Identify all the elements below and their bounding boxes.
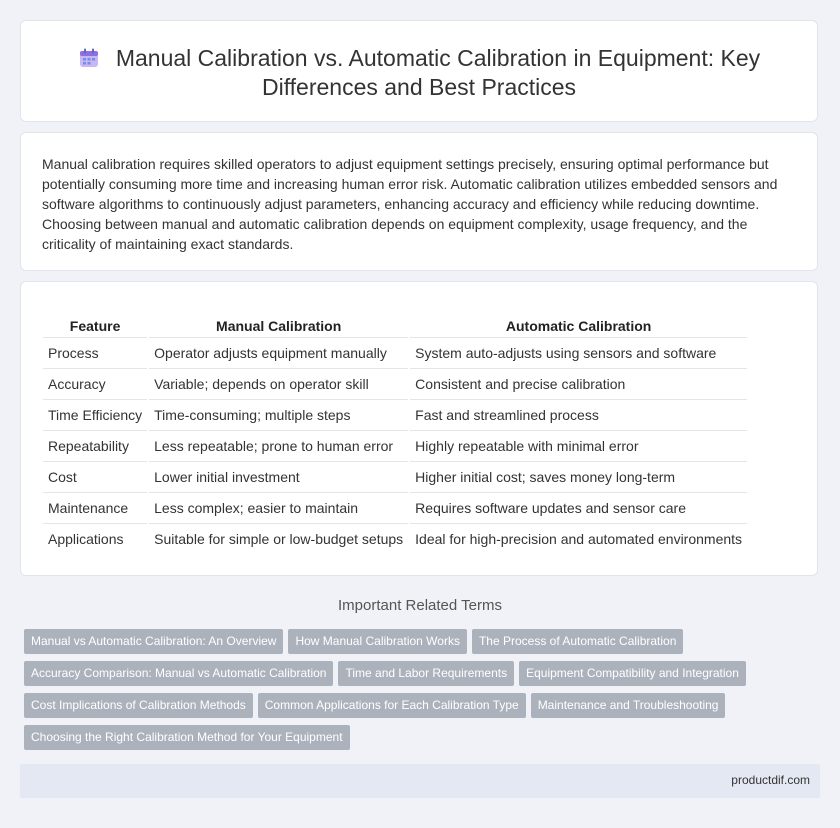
- related-term-tag[interactable]: Accuracy Comparison: Manual vs Automatic Calibration: [24, 661, 333, 686]
- cell-manual: Suitable for simple or low-budget setups: [154, 531, 404, 547]
- calendar-icon: [78, 47, 100, 69]
- cell-manual: Operator adjusts equipment manually: [149, 338, 408, 369]
- cell-feature: Maintenance: [43, 493, 147, 524]
- related-term-tag[interactable]: Cost Implications of Calibration Methods: [24, 693, 253, 718]
- intro-card: [20, 132, 818, 271]
- related-terms-list: [24, 629, 804, 757]
- cell-manual: Less repeatable; prone to human error: [149, 431, 408, 462]
- intro-text: Manual calibration requires skilled operators to adjust equipment settings precisely, ensuring optimal performance but potentially consuming more time and increasing human error risk. Automatic calibration utilizes embedded sensors and software algorithms to continuously adjust parameters, enhancing accuracy and efficiency while reducing downtime. Choosing between manual and automatic calibration depends on equipment complexity, usage frequency, and the criticality of maintaining exact standards.: [42, 156, 778, 252]
- cell-automatic: Requires software updates and sensor care: [410, 493, 747, 524]
- comparison-card: [20, 281, 818, 576]
- cell-manual: Time-consuming; multiple steps: [149, 400, 408, 431]
- page-title-text: Manual Calibration vs. Automatic Calibration in Equipment: Key Differences and Best Practices: [115, 45, 761, 100]
- header-card: [20, 20, 818, 122]
- related-term-tag[interactable]: Manual vs Automatic Calibration: An Overview: [24, 629, 283, 654]
- cell-automatic: Fast and streamlined process: [410, 400, 747, 431]
- header-feature: Feature: [43, 312, 147, 338]
- related-term-tag[interactable]: How Manual Calibration Works: [288, 629, 467, 654]
- cell-manual: Lower initial investment: [149, 462, 408, 493]
- cell-manual: Variable; depends on operator skill: [149, 369, 408, 400]
- cell-feature: Process: [43, 338, 147, 369]
- related-term-tag[interactable]: Time and Labor Requirements: [338, 661, 514, 686]
- table-row: [43, 369, 747, 400]
- related-term-tag[interactable]: Choosing the Right Calibration Method for Your Equipment: [24, 725, 350, 750]
- table-row: [43, 338, 747, 369]
- header-manual: Manual Calibration: [149, 312, 408, 338]
- table-row: [43, 462, 747, 493]
- related-terms-title: Important Related Terms: [338, 597, 502, 614]
- cell-automatic: Higher initial cost; saves money long-term: [410, 462, 747, 493]
- footer-site[interactable]: productdif.com: [731, 773, 810, 787]
- cell-automatic: Highly repeatable with minimal error: [410, 431, 747, 462]
- table-row: [43, 431, 747, 462]
- cell-feature: Applications: [48, 531, 124, 547]
- related-term-tag[interactable]: Common Applications for Each Calibration Type: [258, 693, 526, 718]
- title-wrap: [21, 44, 817, 102]
- table-row: [43, 493, 747, 524]
- cell-automatic: Ideal for high-precision and automated environments: [415, 531, 743, 547]
- comparison-table: [43, 312, 747, 554]
- related-term-tag[interactable]: Equipment Compatibility and Integration: [519, 661, 746, 686]
- cell-feature: Cost: [43, 462, 147, 493]
- table-header-row: [43, 312, 747, 338]
- cell-automatic: Consistent and precise calibration: [410, 369, 747, 400]
- header-automatic: Automatic Calibration: [410, 312, 747, 338]
- cell-feature: Repeatability: [43, 431, 147, 462]
- related-term-tag[interactable]: The Process of Automatic Calibration: [472, 629, 683, 654]
- cell-feature: Accuracy: [43, 369, 147, 400]
- table-row: [43, 524, 747, 555]
- cell-manual: Less complex; easier to maintain: [149, 493, 408, 524]
- related-term-tag[interactable]: Maintenance and Troubleshooting: [531, 693, 726, 718]
- cell-feature: Time Efficiency: [43, 400, 147, 431]
- table-row: [43, 400, 747, 431]
- cell-automatic: System auto-adjusts using sensors and software: [410, 338, 747, 369]
- footer: [20, 764, 820, 798]
- page-title: [21, 44, 817, 102]
